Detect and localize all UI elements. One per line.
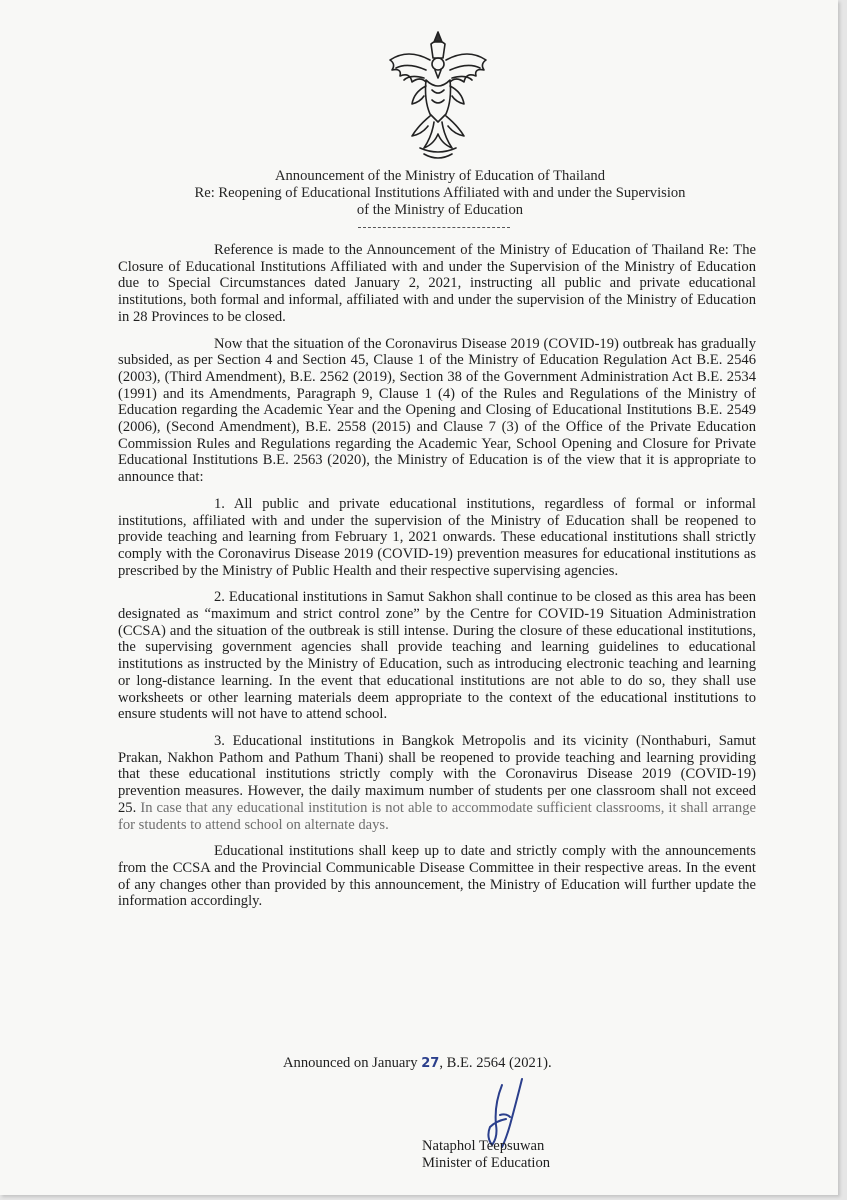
signer-name: Nataphol Teepsuwan	[422, 1138, 545, 1154]
announcement-header	[120, 168, 760, 219]
announced-day-handwritten: 27	[421, 1056, 440, 1071]
announced-suffix: , B.E. 2564 (2021).	[439, 1055, 552, 1071]
paragraph-reference: Reference is made to the Announcement of the Ministry of Education of Thailand Re: The Closure of Educational Institutions Affiliated with and under the Supervision of the Ministry of Education due to Special Circumstances dated January 2, 2021, instructing all public and private educational institutions, both formal and informal, affiliated with and under the supervision of the Ministry of Education in 28 Provinces to be closed.	[118, 242, 756, 325]
paragraph-item-1: 1. All public and private educational institutions, regardless of formal or informal institutions, affiliated with and under the supervision of the Ministry of Education shall be reopened to provide teaching and learning from February 1, 2021 onwards. These educational institutions shall strictly comply with the Coronavirus Disease 2019 (COVID-19) prevention measures for educational institutions as prescribed by the Ministry of Public Health and their respective supervising agencies.	[118, 495, 756, 579]
signer-block	[422, 1138, 550, 1172]
paragraph-item-2: 2. Educational institutions in Samut Sakhon shall continue to be closed as this area has been designated as “maximum and strict control zone” by the Centre for COVID-19 Situation Administration (CCSA) and the situation of the outbreak is still intense. During the closure of these educational institutions, the supervising government agencies shall provide teaching and learning guidelines to educational institutions as instructed by the Ministry of Education, such as introducing electronic teaching and learning or long-distance learning. In the event that educational institutions are not able to do so, they shall use worksheets or other learning materials deem appropriate to the context of the educational institutions to ensure students will not have to attend school.	[118, 589, 756, 723]
header-line-3: of the Ministry of Education	[356, 202, 524, 218]
paragraph-legal-basis: Now that the situation of the Coronavirus Disease 2019 (COVID-19) outbreak has gradually subsided, as per Section 4 and Section 45, Clause 1 of the Ministry of Education Regulation Act B.E. 2546 (2003), (Third Amendment), B.E. 2562 (2019), Section 38 of the Government Administration Act B.E. 2534 (1991) and its Amendments, Paragraph 9, Clause 1 (4) of the Rules and Regulations of the Ministry of Education regarding the Academic Year and the Opening and Closing of Educational Institutions B.E. 2549 (2006), (Second Amendment), B.E. 2558 (2015) and Clause 7 (3) of the Office of the Private Education Commission Rules and Regulations regarding the Academic Year, School Opening and Closure for Private Educational Institutions B.E. 2563 (2020), the Ministry of Education is of the view that it is appropriate to announce that:	[118, 335, 756, 486]
paragraph-closing: Educational institutions shall keep up to date and strictly comply with the announcements from the CCSA and the Provincial Communicable Disease Committee in their respective areas. In the event of any changes other than provided by this announcement, the Ministry of Education will further update the information accordingly.	[118, 843, 756, 910]
announced-prefix: Announced on January	[283, 1055, 418, 1071]
paragraph-item-3-alternate-days: In case that any educational institution is not able to accommodate sufficient classrooms, it shall arrange for students to attend school on alternate days.	[118, 799, 756, 833]
announcement-date	[283, 1055, 552, 1072]
header-line-1: Announcement of the Ministry of Education of Thailand	[274, 168, 606, 184]
announcement-body	[118, 242, 756, 910]
paragraph-item-3	[118, 733, 756, 833]
signer-title: Minister of Education	[422, 1155, 551, 1171]
garuda-emblem-icon	[378, 30, 498, 164]
paragraph-item-3-main: 3. Educational institutions in Bangkok Metropolis and its vicinity (Nonthaburi, Samut Prakan, Nakhon Pathom and Pathum Thani) shall be reopened to provide teaching and learning providing that these educational institutions strictly comply with the Coronavirus Disease 2019 (COVID-19) prevention measures. However, the daily maximum number of students per one classroom shall not exceed 25.	[118, 732, 756, 816]
header-divider	[358, 227, 510, 228]
header-line-2: Re: Reopening of Educational Institutions Affiliated with and under the Supervision	[194, 185, 686, 201]
